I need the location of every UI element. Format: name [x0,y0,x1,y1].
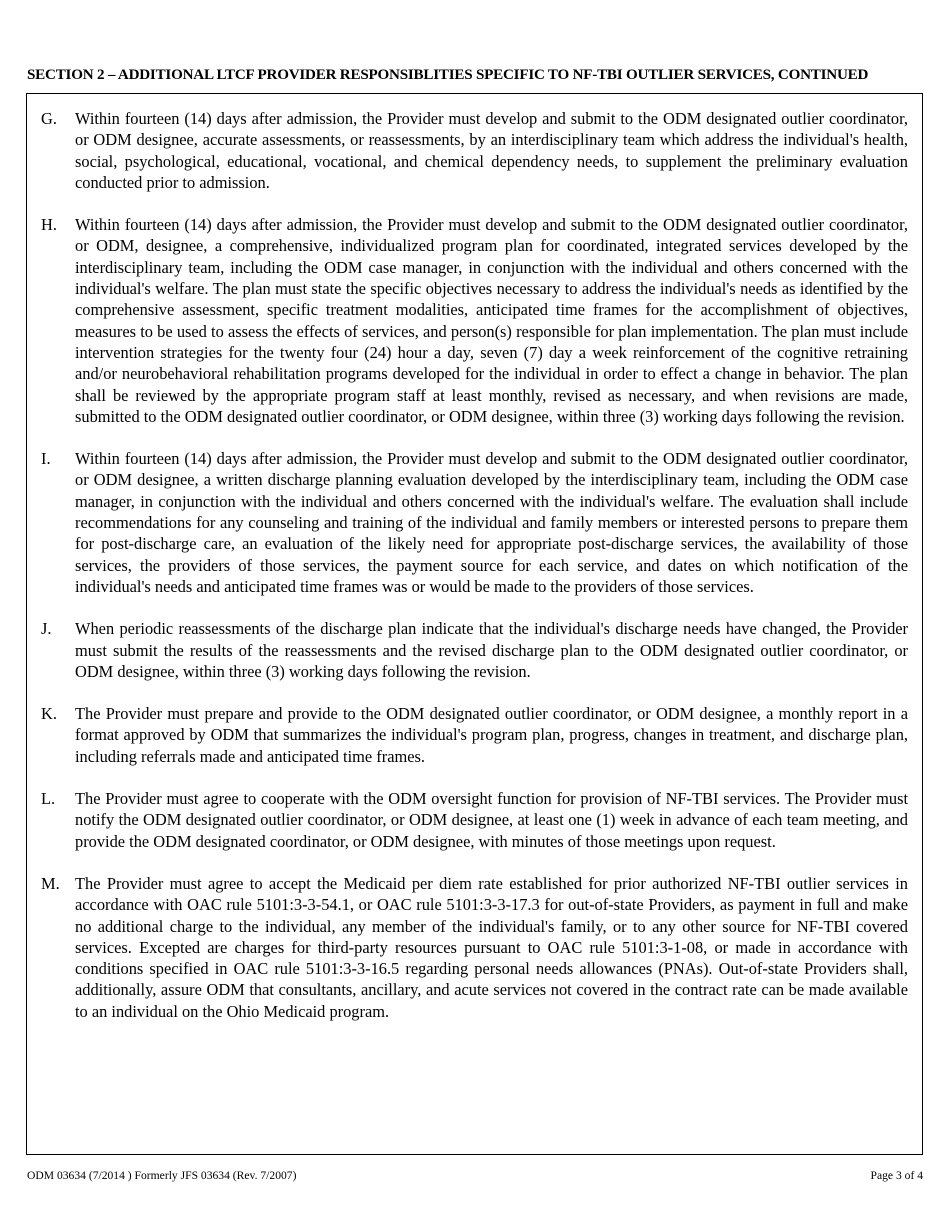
clause-text: Within fourteen (14) days after admission, the Provider must develop and submit to the ODM designated outlier coordinator, or ODM designee, accurate assessments, or reassessments, by an interdisciplinary team which address the individual's health, social, psychological, educational, vocational, and chemical dependency needs, to supplement the preliminary evaluation conducted prior to admission. [75,109,908,192]
clause-marker: H. [41,215,57,235]
clause-marker: I. [41,449,51,469]
clause-text: The Provider must prepare and provide to the ODM designated outlier coordinator, or ODM designee, a monthly report in a format approved by ODM that summarizes the individual's program plan, progress, changes in treatment, and discharge plan, including referrals made and anticipated time frames. [75,704,908,766]
clause-text: Within fourteen (14) days after admission, the Provider must develop and submit to the ODM designated outlier coordinator, or ODM designee, a written discharge planning evaluation developed by the interdisciplinary team, including the ODM case manager, in conjunction with the individual and others concerned with the individual's welfare. The evaluation shall include recommendations for any counseling and training of the individual and family members or interested persons to prepare them for post-discharge care, an evaluation of the likely need for appropriate post-discharge services, the availability of those services, the providers of those services, the payment source for each service, and dates on which notification of the individual's needs and anticipated time frames was or would be made to the providers of those services. [75,449,908,596]
clause-marker: M. [41,873,60,893]
clause-list [41,108,908,1022]
section-header: SECTION 2 – ADDITIONAL LTCF PROVIDER RESPONSIBLITIES SPECIFIC TO NF-TBI OUTLIER SERVICES, CONTINUED [27,67,869,83]
clauses-content-box [26,93,923,1155]
clause-text: Within fourteen (14) days after admission, the Provider must develop and submit to the ODM designated outlier coordinator, or ODM, designee, a comprehensive, individualized program plan for coordinated, integrated services developed by the interdisciplinary team, including the ODM case manager, in conjunction with the individual and others concerned with the individual's welfare. The plan must state the specific objectives necessary to address the individual's needs as identified by the comprehensive assessment, specific treatment modalities, anticipated time frames for the accomplishment of objectives, measures to be used to assess the effects of services, and person(s) responsible for plan implementation. The plan must include intervention strategies for the twenty four (24) hour a day, seven (7) day a week reinforcement of the cognitive retraining and/or neurobehavioral rehabilitation programs developed for the individual in order to effect a change in behavior. The plan shall be reviewed by the appropriate program staff at least monthly, revised as necessary, and when revisions are made, submitted to the ODM designated outlier coordinator, or ODM designee, within three (3) working days following the revision. [75,215,908,426]
clause-text: The Provider must agree to accept the Medicaid per diem rate established for prior authorized NF-TBI outlier services in accordance with OAC rule 5101:3-3-54.1, or OAC rule 5101:3-3-17.3 for out-of-state Providers, as payment in full and make no additional charge to the individual, any member of the individual's family, or to any other source for NF-TBI covered services. Excepted are charges for third-party resources pursuant to OAC rule 5101:3-1-08, or made in accordance with conditions specified in OAC rule 5101:3-3-16.5 regarding personal needs allowances (PNAs). Out-of-state Providers shall, additionally, assure ODM that consultants, ancillary, and acute services not covered in the contract rate can be made available to an individual on the Ohio Medicaid program. [75,873,908,1021]
page-footer [0,1168,950,1192]
clause-marker: K. [41,704,57,724]
clause-item [41,873,908,1022]
footer-page-number: Page 3 of 4 [870,1169,923,1182]
clause-item [41,448,908,597]
clause-item [41,214,908,427]
clause-item [41,788,908,852]
clause-marker: L. [41,789,56,809]
clause-item [41,618,908,682]
clause-item [41,108,908,193]
clause-text: When periodic reassessments of the discharge plan indicate that the individual's discharge needs have changed, the Provider must submit the results of the reassessments and the revised discharge plan to the ODM designated outlier coordinator, or ODM designee, within three (3) working days following the revision. [75,619,908,681]
clause-item [41,703,908,767]
footer-form-id: ODM 03634 (7/2014 ) Formerly JFS 03634 (Rev. 7/2007) [27,1169,297,1182]
clause-marker: G. [41,109,57,128]
clause-marker: J. [41,619,52,639]
clause-text: The Provider must agree to cooperate with the ODM oversight function for provision of NF-TBI services. The Provider must notify the ODM designated outlier coordinator, or ODM designee, at least one (1) week in advance of each team meeting, and provide the ODM designated coordinator, or ODM designee, with minutes of those meetings upon request. [75,789,908,851]
